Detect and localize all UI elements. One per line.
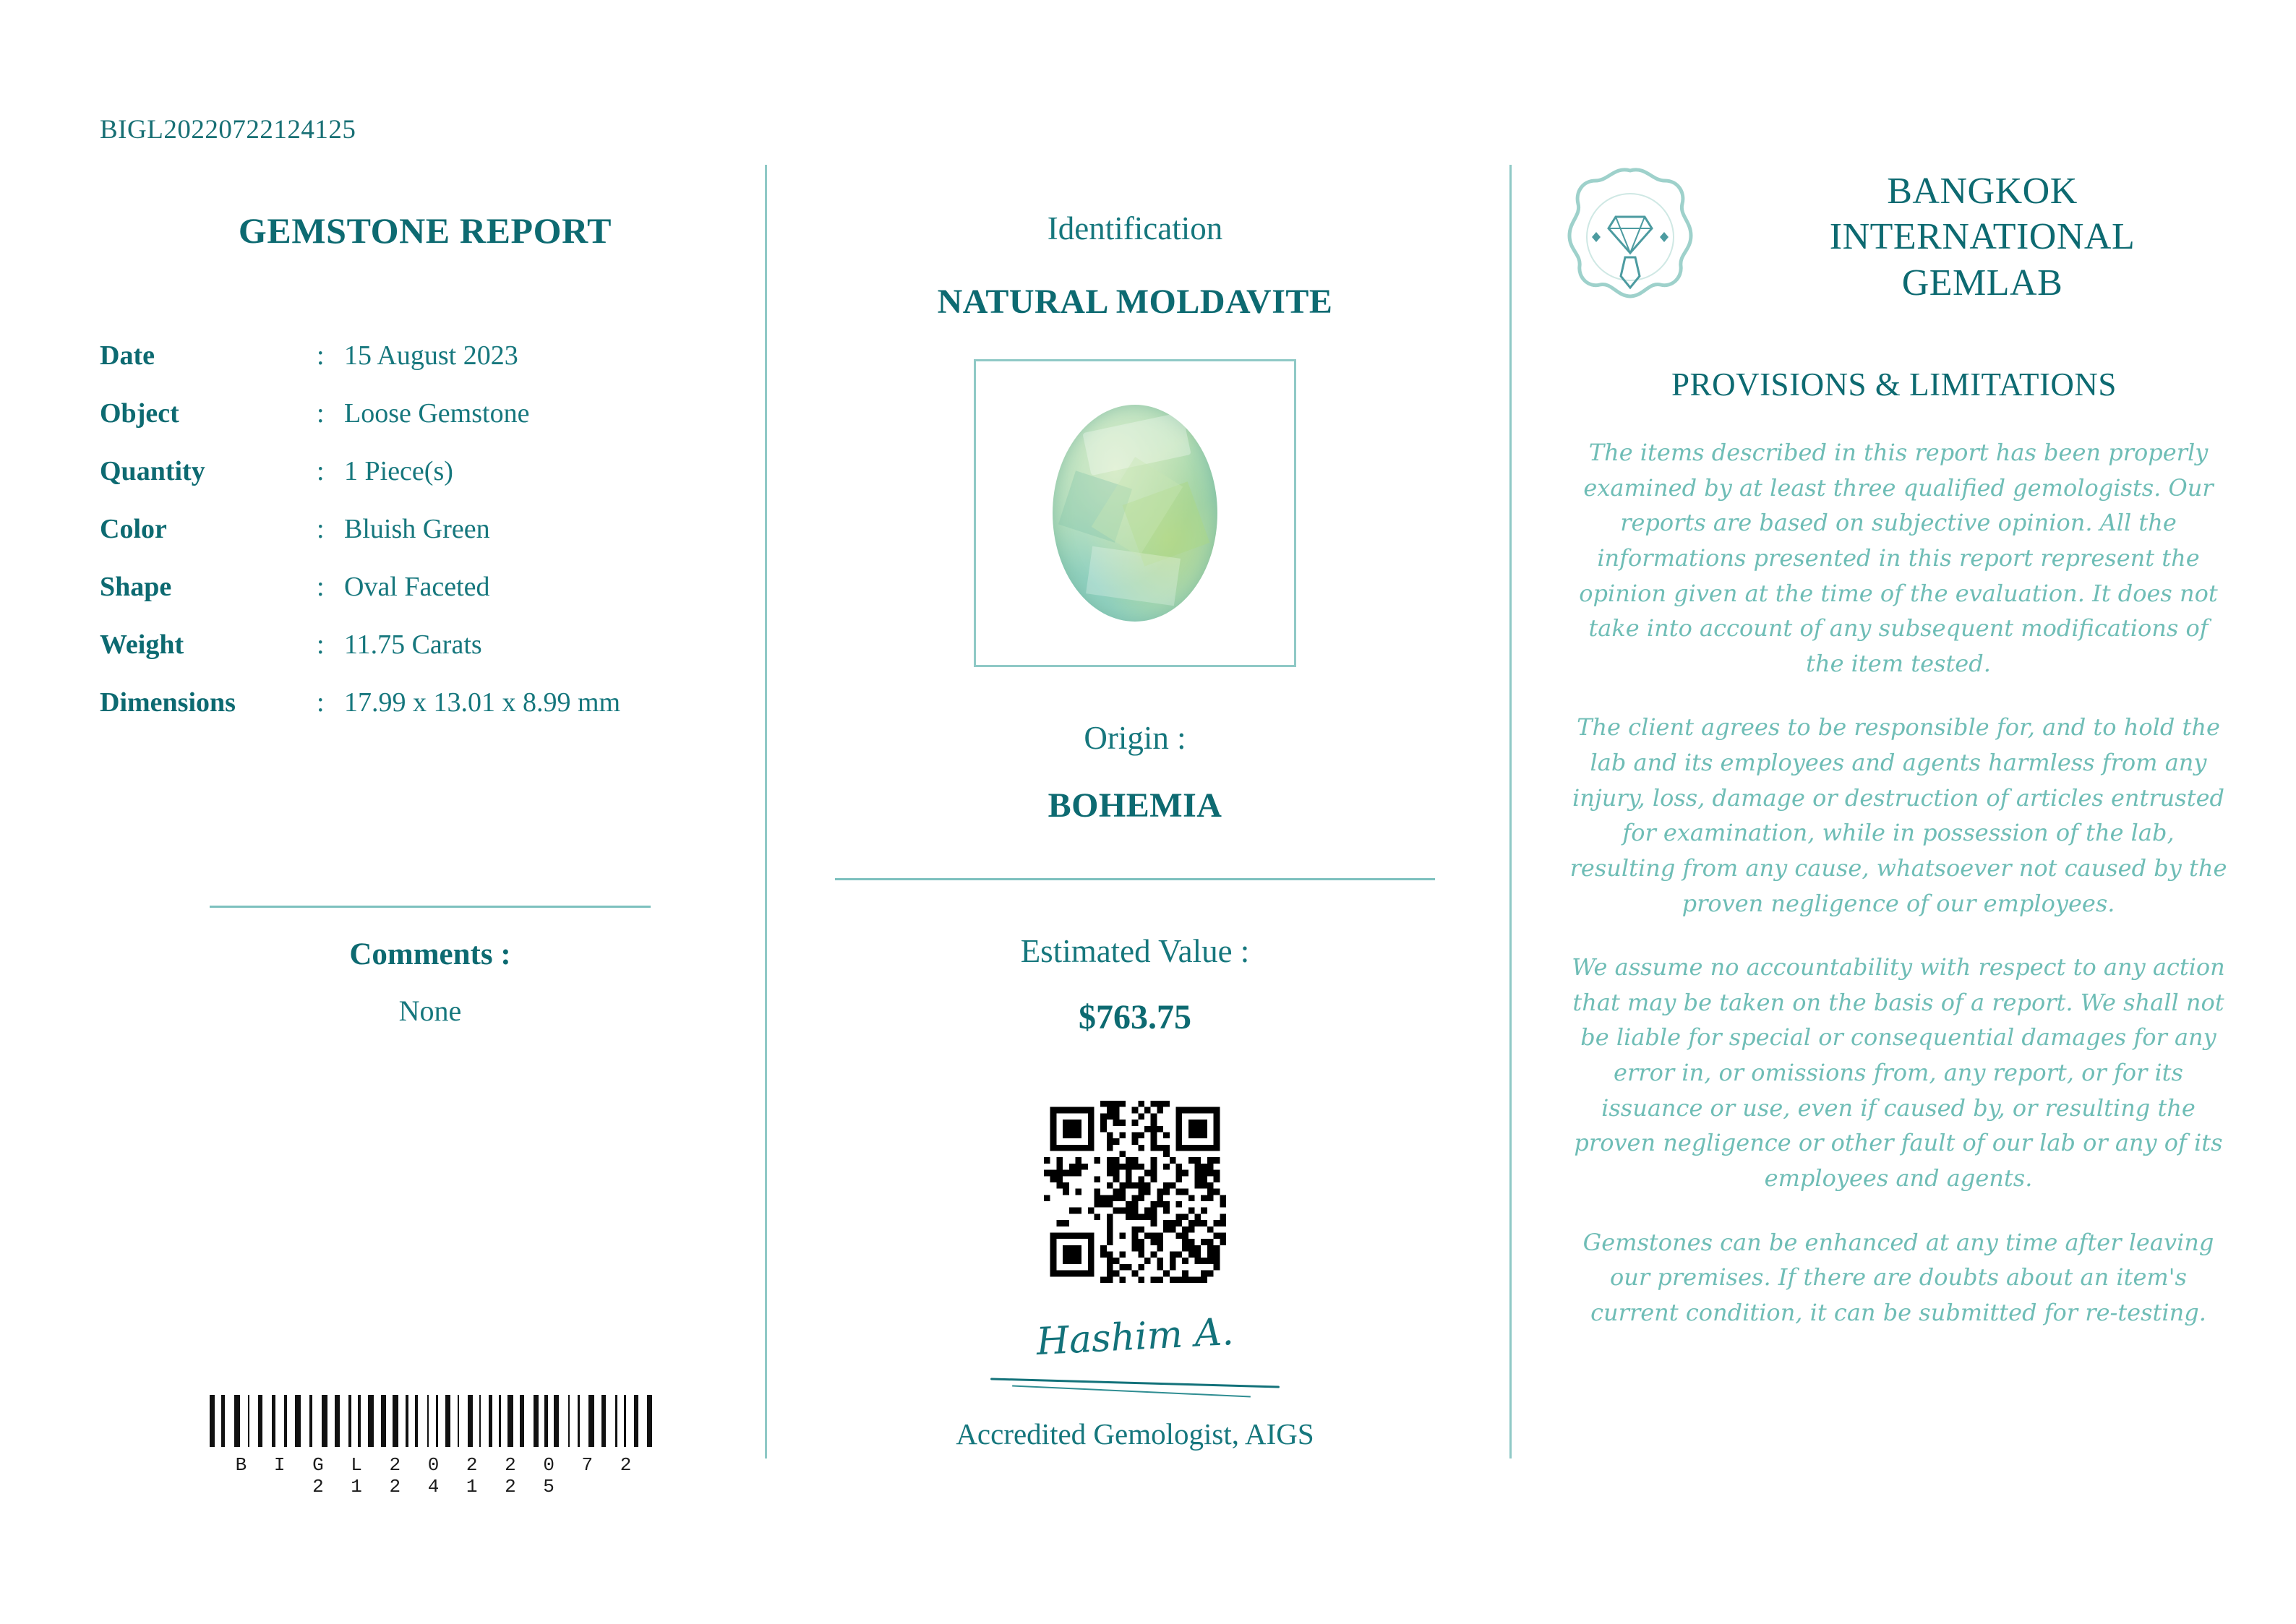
provisions-paragraph: The client agrees to be responsible for, and to hold the lab and its employees and agents harmless from any injury, loss, damage or destruction of articles entrusted for examination, while in possession of the lab, resulting from any cause, whatsoever not caused by the proven negligence of our employees.: [1569, 713, 2227, 917]
comments-title: Comments :: [349, 937, 511, 971]
brand-title-line-1: BANGKOK: [1887, 170, 2078, 212]
barcode-image: [210, 1395, 658, 1447]
accredited-gemologist-label: Accredited Gemologist, AIGS: [956, 1417, 1314, 1451]
provisions-paragraph: We assume no accountability with respect to any action that may be taken on the basis of a report. We shall not be liable for special or consequential damages for any error in, or omissions from, any report, or for its issuance or use, even if caused by, or resulting the proven negligence or other fault of our lab or any of its employees and agents.: [1572, 953, 2225, 1192]
comments-divider: [210, 906, 651, 908]
identification-label: Identification: [1047, 210, 1223, 246]
page-title: GEMSTONE REPORT: [238, 210, 612, 251]
field-value-dimensions: 17.99 x 13.01 x 8.99 mm: [344, 687, 621, 718]
report-number: BIGL20220722124125: [100, 115, 356, 145]
field-row-weight: [100, 629, 736, 687]
field-label-quantity: Quantity: [100, 456, 205, 486]
field-colon: :: [317, 572, 325, 602]
brand-title-line-2: INTERNATIONAL: [1829, 216, 2136, 258]
field-value-quantity: 1 Piece(s): [344, 456, 453, 486]
field-row-quantity: [100, 455, 736, 513]
signature-underline-secondary: [1012, 1385, 1251, 1398]
barcode-text: B I G L 2 0 2 2 0 7 2 2 1 2 4 1 2 5: [235, 1454, 640, 1498]
field-label-date: Date: [100, 340, 155, 371]
field-label-color: Color: [100, 514, 167, 544]
provisions-paragraph: The items described in this report has been properly examined by at least three qualified gemologists. Our reports are based on subjective opinion. All the informations presented in this report represent the opinion given at the time of the evaluation. It does not take into account of any subsequent modifications of the item tested.: [1579, 439, 2218, 677]
middle-column: [795, 210, 1475, 1451]
identification-value: NATURAL MOLDAVITE: [937, 283, 1333, 321]
field-value-date: 15 August 2023: [344, 340, 518, 371]
provisions-paragraph: Gemstones can be enhanced at any time after leaving our premises. If there are doubts about an item's current condition, it can be submitted for re-testing.: [1582, 1228, 2214, 1326]
brand-title: [1731, 168, 2241, 306]
origin-label: Origin :: [1084, 720, 1186, 756]
field-colon: :: [317, 398, 325, 429]
vertical-divider-right: [1509, 165, 1512, 1458]
signature-text: Hashim A.: [1035, 1310, 1235, 1365]
gemstone-photo-frame: [974, 359, 1296, 667]
right-column: [1547, 165, 2241, 1359]
origin-value: BOHEMIA: [1048, 786, 1222, 825]
gemstone-image: [1053, 405, 1217, 622]
field-colon: :: [317, 687, 325, 718]
field-label-weight: Weight: [100, 630, 184, 660]
field-row-color: [100, 513, 736, 571]
field-colon: :: [317, 456, 325, 486]
field-row-object: [100, 398, 736, 455]
field-label-shape: Shape: [100, 572, 172, 602]
estimated-value-label: Estimated Value :: [1020, 933, 1250, 969]
middle-divider: [835, 878, 1435, 880]
estimated-value-amount: $763.75: [1079, 998, 1191, 1036]
field-value-color: Bluish Green: [344, 514, 490, 544]
provisions-body: [1547, 435, 2241, 1330]
gemlab-logo-icon: [1547, 165, 1713, 309]
brand-title-line-3: GEMLAB: [1901, 262, 2063, 304]
field-value-object: Loose Gemstone: [344, 398, 530, 429]
field-row-shape: [100, 571, 736, 629]
signature-block: [983, 1310, 1287, 1409]
field-row-dimensions: [100, 687, 736, 744]
vertical-divider-left: [765, 165, 767, 1458]
field-colon: :: [317, 514, 325, 544]
field-label-object: Object: [100, 398, 179, 429]
barcode-block: [210, 1395, 658, 1498]
field-row-date: [100, 340, 736, 398]
details-field-list: [100, 340, 736, 744]
qr-code-image[interactable]: [1044, 1101, 1226, 1283]
provisions-title: PROVISIONS & LIMITATIONS: [1671, 366, 2117, 403]
left-column: [100, 210, 721, 718]
field-colon: :: [317, 630, 325, 660]
field-value-shape: Oval Faceted: [344, 572, 490, 602]
field-colon: :: [317, 340, 325, 371]
brand-header: [1547, 165, 2241, 309]
field-label-dimensions: Dimensions: [100, 687, 236, 718]
field-value-weight: 11.75 Carats: [344, 630, 482, 660]
comments-value: None: [398, 994, 462, 1027]
